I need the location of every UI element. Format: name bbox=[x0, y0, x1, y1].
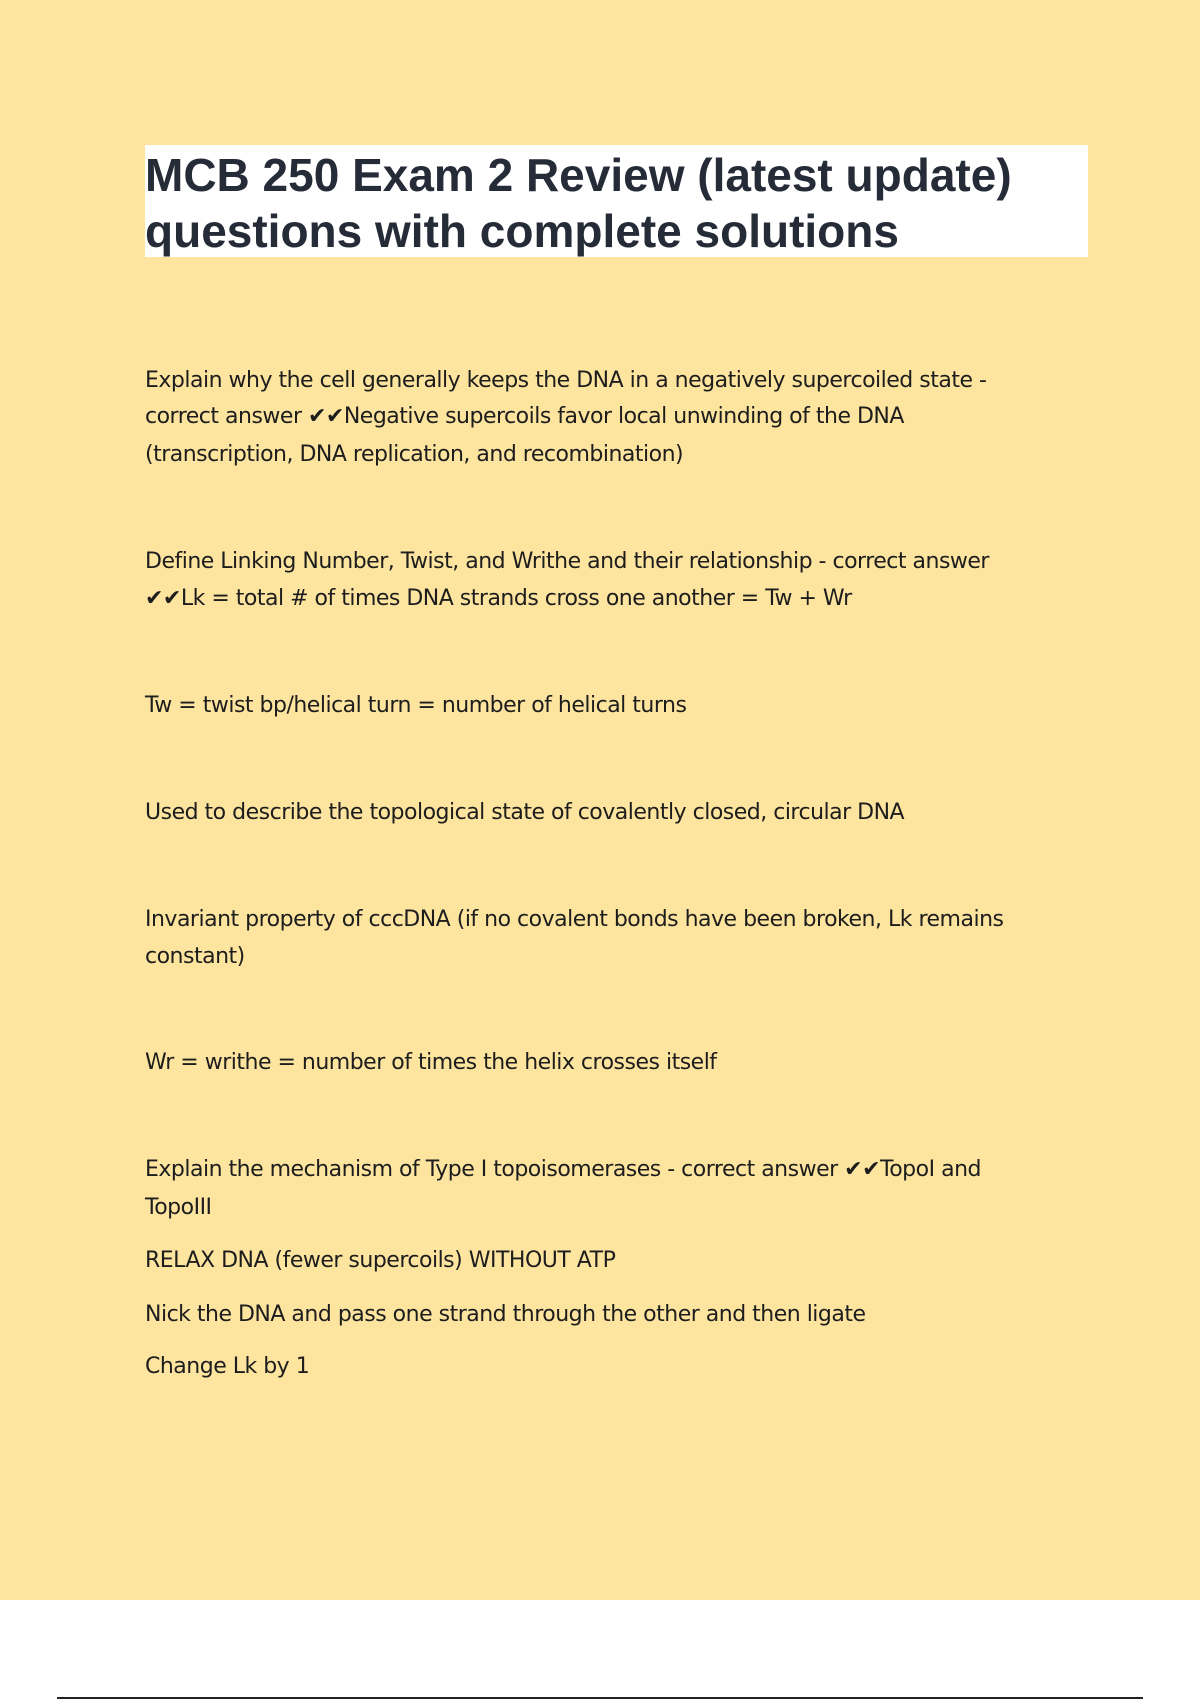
text-line: Change Lk by 1 bbox=[145, 1354, 310, 1379]
text-line: Tw = twist bp/helical turn = number of helical turns bbox=[145, 693, 687, 718]
text-line: ✔✔Lk = total # of times DNA strands cross one another = Tw + Wr bbox=[145, 586, 852, 611]
text-line: Explain why the cell generally keeps the DNA in a negatively supercoiled state - bbox=[145, 368, 987, 393]
title-line-1: MCB 250 Exam 2 Review (latest update) bbox=[145, 149, 1012, 201]
text-line: Invariant property of cccDNA (if no covalent bonds have been broken, Lk remains bbox=[145, 907, 1004, 932]
text-line: RELAX DNA (fewer supercoils) WITHOUT ATP bbox=[145, 1248, 616, 1273]
text-line: (transcription, DNA replication, and recombination) bbox=[145, 442, 684, 467]
text-line: constant) bbox=[145, 944, 245, 969]
text-line: Explain the mechanism of Type I topoisomerases - correct answer ✔✔TopoI and bbox=[145, 1157, 981, 1182]
text-line: correct answer ✔✔Negative supercoils favor local unwinding of the DNA bbox=[145, 404, 904, 429]
text-line: Wr = writhe = number of times the helix crosses itself bbox=[145, 1050, 717, 1075]
text-line: TopoIII bbox=[145, 1195, 212, 1220]
text-line: Used to describe the topological state of covalently closed, circular DNA bbox=[145, 800, 905, 825]
title-box bbox=[145, 145, 1088, 257]
footer-divider bbox=[57, 1697, 1143, 1699]
text-line: Define Linking Number, Twist, and Writhe and their relationship - correct answer bbox=[145, 549, 989, 574]
text-line: Nick the DNA and pass one strand through the other and then ligate bbox=[145, 1302, 866, 1327]
title-line-2: questions with complete solutions bbox=[145, 205, 899, 257]
